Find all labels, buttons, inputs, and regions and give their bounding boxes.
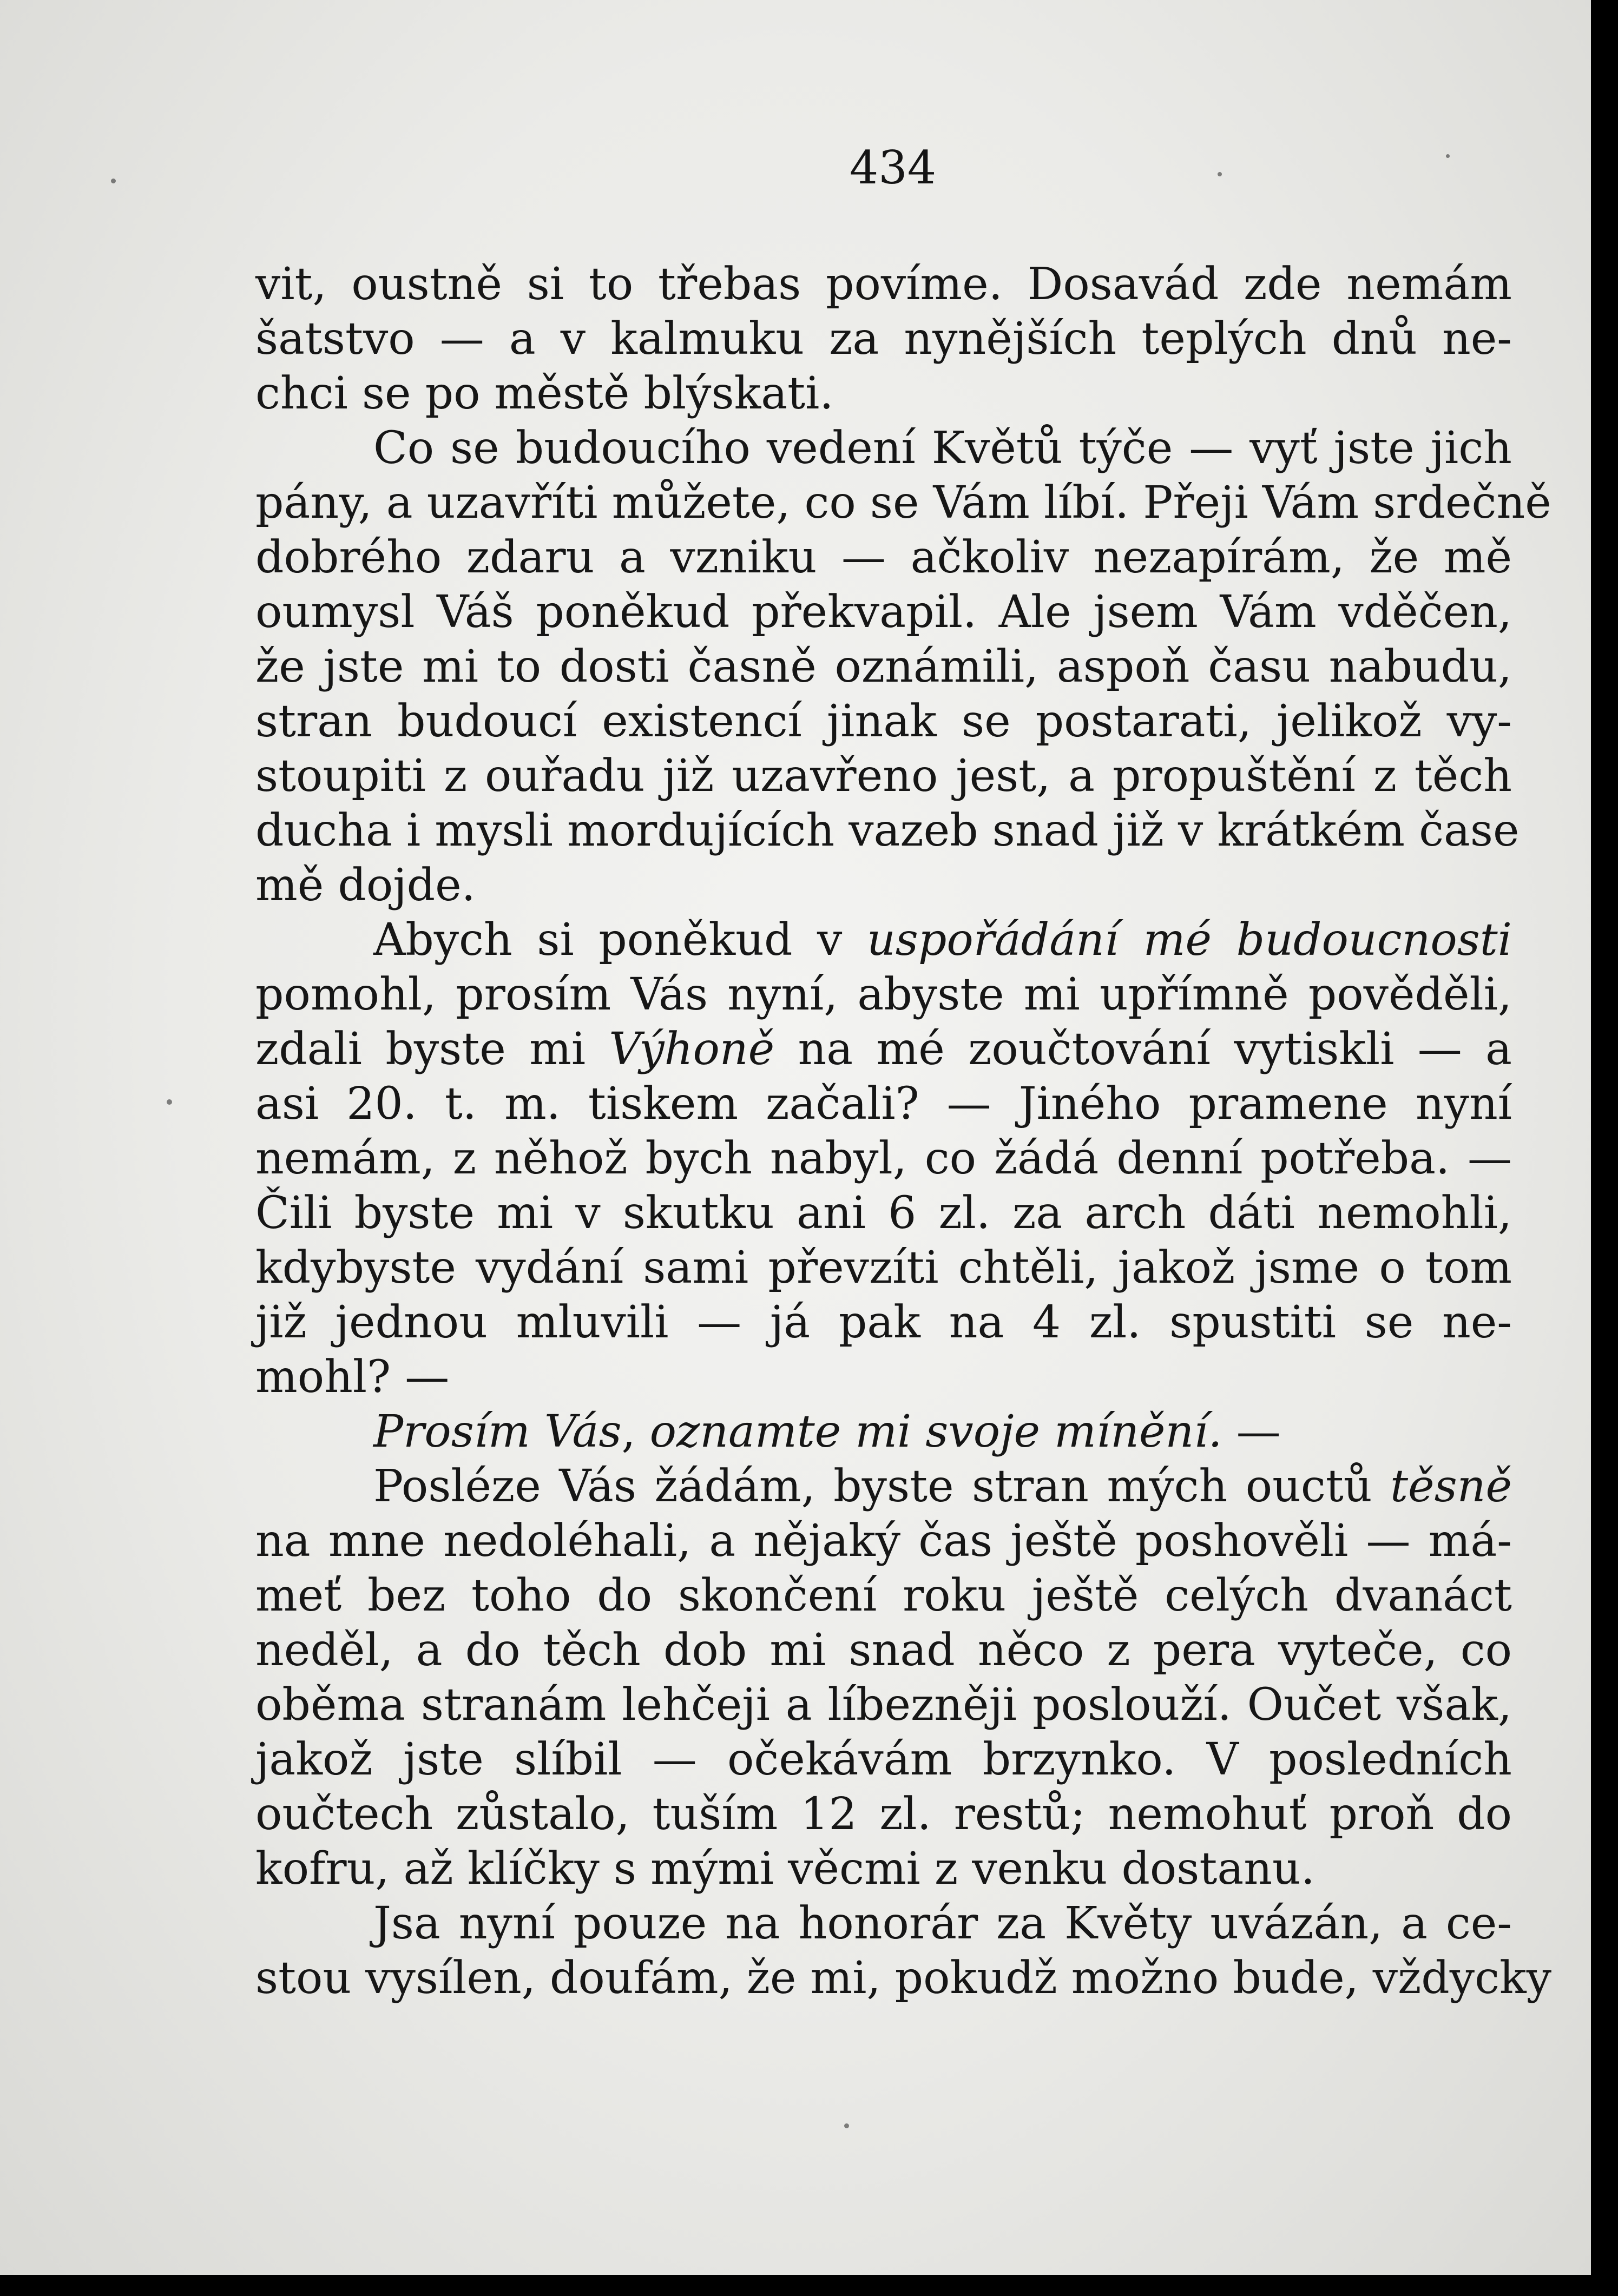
text-line: nemám, z něhož bych nabyl, co žádá denní potřeba. — [255,1133,1512,1184]
text-run: — [1222,1406,1281,1457]
page-number: 434 [849,141,937,194]
text-line: mě dojde. [255,860,476,911]
text-run: zdali byste mi [255,1024,609,1075]
text-line: pomohl, prosím Vás nyní, abyste mi upřímně pověděli, [255,969,1512,1020]
text-line: kdybyste vydání sami převzíti chtěli, jakož jsme o tom [255,1242,1512,1294]
print-speck [167,1099,172,1105]
text-line: meť bez toho do skončení roku ještě celých dvanáct [255,1570,1512,1621]
text-line: Čili byste mi v skutku ani 6 zl. za arch dáti nemohli, [255,1187,1512,1239]
text-line: oumysl Váš poněkud překvapil. Ale jsem Vám vděčen, [255,586,1512,638]
text-line: na mne nedoléhali, a nějaký čas ještě poshověli — má- [255,1515,1512,1567]
text-line: jakož jste slíbil — očekávám brzynko. V posledních [255,1734,1512,1785]
text-line [255,1459,1512,1514]
text-run: Abych si poněkud v [373,914,867,966]
text-line: chci se po městě blýskati. [255,368,834,419]
print-speck [1218,172,1222,176]
print-speck [111,179,116,183]
text-line: již jednou mluvili — já pak na 4 zl. spustiti se ne- [255,1297,1512,1348]
print-speck [1446,154,1450,158]
text-line: pány, a uzavříti můžete, co se Vám líbí. Přeji Vám srdečně [255,477,1551,529]
text-line [255,1022,1512,1077]
emphasized-text: Výhoně [609,1024,775,1075]
text-line [255,1404,1512,1459]
body-text [255,257,1552,2005]
text-line: Jsa nyní pouze na honorár za Květy uvázán, a ce- [373,1898,1512,1949]
emphasized-text: Prosím Vás [373,1406,622,1457]
text-line: oučtech zůstalo, tuším 12 zl. restů; nemohuť proň do [255,1789,1512,1840]
text-line: neděl, a do těch dob mi snad něco z pera vyteče, co [255,1625,1512,1676]
print-speck [844,2123,849,2128]
text-run: , [621,1406,650,1457]
text-line: stran budoucí existencí jinak se postarati, jelikož vy- [255,696,1512,747]
text-line: ducha i mysli mordujících vazeb snad již v krátkém čase [255,805,1520,856]
text-line: stou vysílen, doufám, že mi, pokudž možno bude, vždycky [255,1952,1552,2004]
text-run: Posléze Vás žádám, byste stran mých ouctů [373,1461,1391,1512]
text-line: oběma stranám lehčeji a líbezněji poslouží. Oučet však, [255,1679,1512,1731]
text-line: asi 20. t. m. tiskem začali? — Jiného pramene nyní [255,1078,1512,1130]
text-line: mohl? — [255,1351,450,1403]
text-line: kofru, až klíčky s mými věcmi z venku dostanu. [255,1843,1315,1895]
text-line: vit, oustně si to třebas povíme. Dosavád zde nemám [255,259,1512,310]
text-line: Co se budoucího vedení Květů týče — vyť jste jich [373,423,1512,474]
emphasized-text: těsně [1390,1461,1512,1512]
text-line [255,913,1512,967]
text-line: šatstvo — a v kalmuku za nynějších teplých dnů ne- [255,313,1512,365]
text-line: že jste mi to dosti časně oznámili, aspoň času nabudu, [255,641,1512,692]
text-line: stoupiti z ouřadu již uzavřeno jest, a propuštění z těch [255,750,1512,802]
text-line: dobrého zdaru a vzniku — ačkoliv nezapírám, že mě [255,532,1512,583]
text-run: na mé zoučtování vytiskli — a [774,1024,1512,1075]
emphasized-text: uspořádání mé budoucnosti [866,914,1512,966]
emphasized-text: oznamte mi svoje mínění. [649,1406,1222,1457]
